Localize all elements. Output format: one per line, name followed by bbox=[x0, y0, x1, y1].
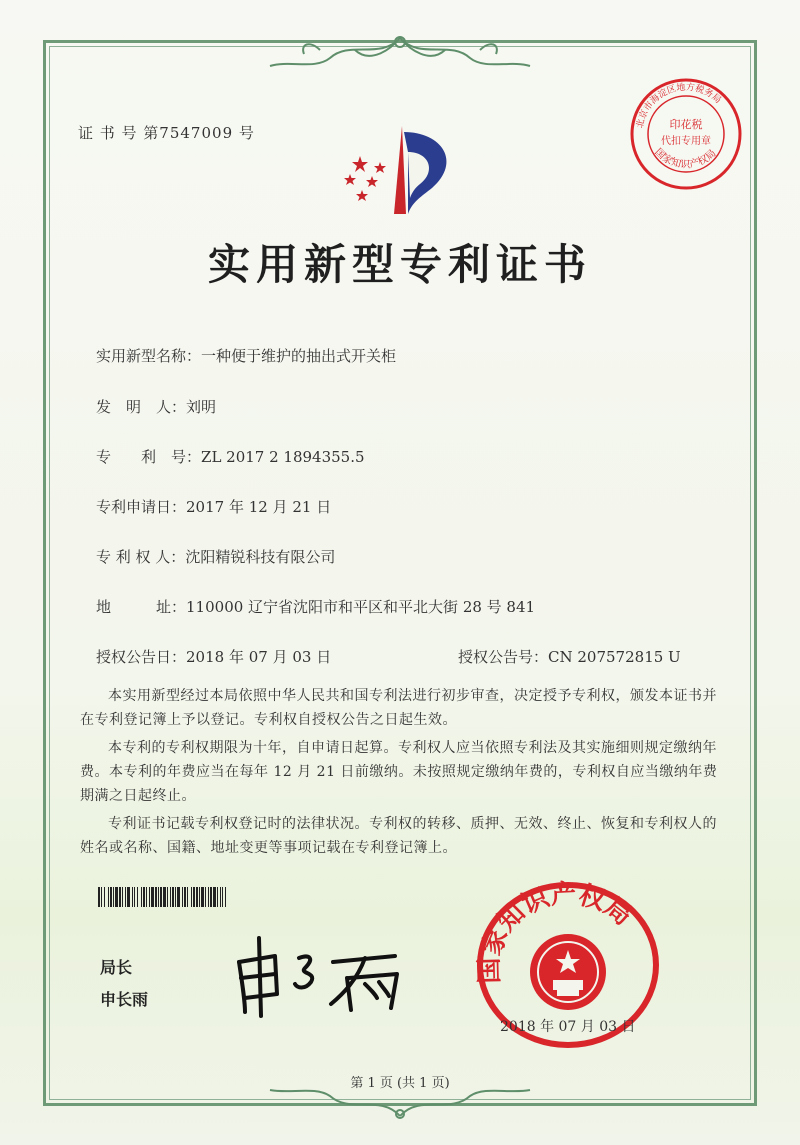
field-label: 专 利 权 人： bbox=[96, 548, 186, 566]
certificate-number: 证 书 号 第7547009 号 bbox=[78, 124, 255, 142]
certificate-title: 实用新型专利证书 bbox=[207, 240, 592, 289]
top-ornament-icon bbox=[260, 30, 540, 76]
svg-text:代扣专用章: 代扣专用章 bbox=[661, 136, 711, 147]
field-value: 2017 年 12 月 21 日 bbox=[186, 498, 332, 516]
field-value: CN 207572815 U bbox=[548, 648, 681, 666]
seal-text: 国家知识产权局 bbox=[474, 880, 638, 984]
paragraph-grant-statement: 本实用新型经过本局依照中华人民共和国专利法进行初步审查，决定授予专利权，颁发本证书并在专利登记簿上予以登记。专利权自授权公告之日起生效。 bbox=[80, 688, 717, 728]
field-inventor bbox=[96, 396, 216, 417]
field-value: 110000 辽宁省沈阳市和平区和平北大街 28 号 841 bbox=[186, 598, 536, 616]
field-label: 专利申请日： bbox=[96, 498, 187, 516]
field-grant-number bbox=[458, 646, 681, 667]
field-value: 2018 年 07 月 03 日 bbox=[186, 648, 332, 666]
barcode bbox=[98, 887, 361, 907]
field-label: 实用新型名称： bbox=[96, 347, 202, 365]
tax-stamp-icon bbox=[628, 76, 744, 192]
paragraph-term-statement: 本专利的专利权期限为十年，自申请日起算。专利权人应当依照专利法及其实施细则规定缴纳年费。本专利的年费应当在每年 12 月 21 日前缴纳。未按照规定缴纳年费的，专利权自应当缴纳年费期满之日起终止。 bbox=[80, 740, 718, 804]
barcode-bar bbox=[226, 887, 229, 907]
field-patent-number bbox=[96, 446, 365, 467]
field-value: 刘明 bbox=[186, 398, 217, 416]
field-value: 沈阳精锐科技有限公司 bbox=[185, 548, 336, 566]
field-value: ZL 2017 2 1894355.5 bbox=[201, 448, 365, 466]
field-grant-date bbox=[96, 646, 331, 667]
svg-text:北京市海淀区地方税务局: 北京市海淀区地方税务局 bbox=[635, 82, 723, 130]
field-value: 一种便于维护的抽出式开关柜 bbox=[201, 347, 397, 365]
paragraph-legal-status: 专利证书记载专利权登记时的法律状况。专利权的转移、质押、无效、终止、恢复和专利权人的姓名或名称、国籍、地址变更等事项记载在专利登记簿上。 bbox=[80, 816, 717, 856]
bottom-ornament-icon bbox=[260, 1086, 540, 1126]
director-name: 申长雨 bbox=[100, 990, 149, 1009]
field-label: 发 明 人： bbox=[96, 398, 187, 416]
field-application-date bbox=[96, 496, 331, 517]
field-label: 授权公告日： bbox=[96, 648, 187, 666]
field-label: 授权公告号： bbox=[458, 648, 549, 666]
seal-date: 2018 年 07 月 03 日 bbox=[500, 1019, 636, 1035]
field-label: 地 址： bbox=[96, 598, 187, 616]
director-title: 局长 bbox=[100, 958, 133, 977]
handwritten-signature bbox=[225, 928, 415, 1018]
field-address bbox=[96, 596, 535, 617]
svg-text:国家知识产权局: 国家知识产权局 bbox=[652, 146, 719, 171]
svg-text:印花税: 印花税 bbox=[669, 118, 703, 131]
page-indicator: 第 1 页 (共 1 页) bbox=[350, 1076, 450, 1091]
field-utility-name bbox=[96, 345, 396, 366]
field-label: 专 利 号： bbox=[96, 448, 202, 466]
field-patentee bbox=[96, 546, 335, 567]
patent-office-logo-icon bbox=[332, 122, 472, 222]
